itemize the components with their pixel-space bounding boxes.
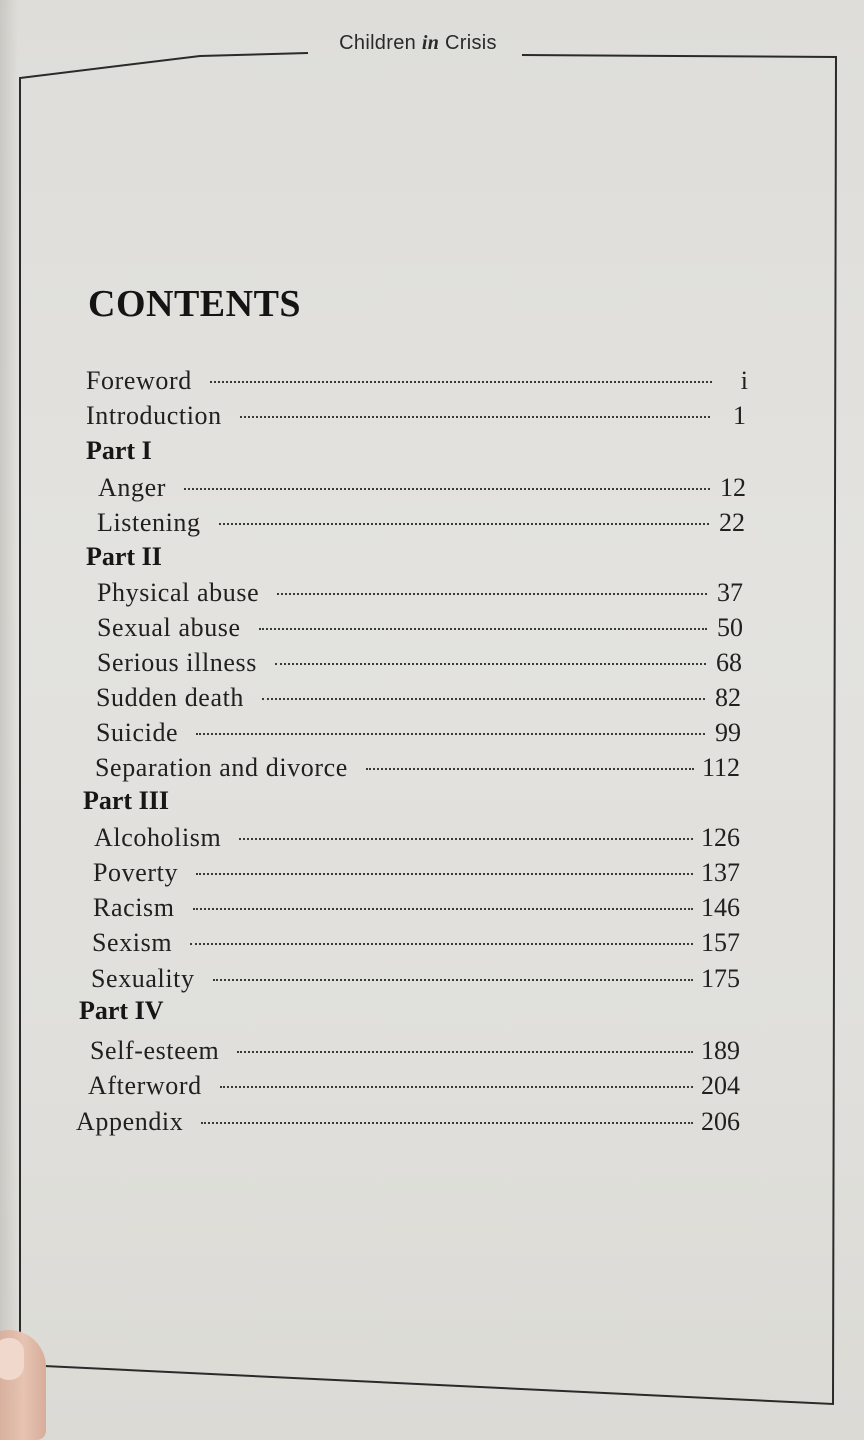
toc-entry-page: 50	[717, 613, 743, 642]
toc-entry-page: 22	[719, 508, 745, 537]
toc-entry-page: 1	[733, 401, 746, 430]
toc-entry-label: Separation and divorce	[95, 753, 348, 782]
toc-entry-label: Sexuality	[91, 964, 195, 993]
toc-entry-label: Racism	[93, 893, 175, 922]
dot-leader	[196, 872, 693, 875]
toc-entry-page: 126	[701, 823, 740, 852]
toc-entry-label: Listening	[97, 508, 201, 537]
toc-entry-label: Serious illness	[97, 648, 257, 677]
toc-entry-page: 137	[701, 858, 740, 887]
dot-leader	[366, 767, 694, 770]
toc-entry-page: 206	[701, 1107, 740, 1136]
dot-leader	[196, 732, 705, 735]
toc-entry-sexual-abuse	[97, 613, 743, 647]
toc-entry-page: 37	[717, 578, 743, 607]
toc-entry-page: i	[740, 366, 748, 395]
thumbnail	[0, 1338, 24, 1380]
dot-leader	[190, 942, 693, 945]
dot-leader	[239, 837, 693, 840]
toc-entry-label: Alcoholism	[94, 823, 222, 852]
dot-leader	[201, 1121, 693, 1124]
part-heading-4: Part IV	[79, 996, 164, 1025]
toc-entry-page: 204	[701, 1071, 740, 1100]
toc-entry-label: Afterword	[88, 1071, 202, 1100]
dot-leader	[219, 522, 709, 525]
toc-entry-sudden-death	[96, 683, 741, 717]
toc-entry-page: 68	[716, 648, 742, 677]
toc-entry-serious-illness	[97, 648, 742, 682]
toc-entry-sexuality	[91, 964, 740, 998]
contents-title: CONTENTS	[88, 283, 302, 325]
part-heading-1: Part I	[86, 436, 152, 465]
toc-entry-appendix	[76, 1107, 740, 1141]
toc-entry-label: Self-esteem	[90, 1036, 220, 1065]
toc-entry-label: Sudden death	[96, 683, 245, 712]
dot-leader	[275, 662, 706, 665]
toc-entry-label: Suicide	[96, 718, 179, 747]
toc-entry-page: 146	[701, 893, 740, 922]
toc-entry-label: Appendix	[76, 1107, 184, 1136]
dot-leader	[193, 907, 693, 910]
toc-entry-label: Poverty	[93, 858, 179, 887]
dot-leader	[237, 1050, 693, 1053]
dot-leader	[240, 415, 710, 418]
dot-leader	[184, 487, 710, 490]
toc-entry-racism	[93, 893, 740, 927]
toc-entry-afterword	[88, 1071, 740, 1105]
toc-entry-label: Sexism	[92, 928, 173, 957]
toc-entry-sexism	[92, 928, 740, 962]
part-heading-2: Part II	[86, 542, 162, 571]
toc-entry-page: 189	[701, 1036, 740, 1065]
toc-entry-label: Anger	[98, 473, 166, 502]
toc-entry-page: 157	[701, 928, 740, 957]
dot-leader	[262, 697, 705, 700]
toc-entry-page: 175	[701, 964, 740, 993]
dot-leader	[259, 627, 707, 630]
toc-entry-label: Physical abuse	[97, 578, 260, 607]
dot-leader	[210, 380, 712, 383]
running-head-italic: in	[421, 32, 440, 54]
toc-entry-page: 99	[715, 718, 741, 747]
toc-entry-page: 82	[715, 683, 741, 712]
toc-entry-physical-abuse	[97, 578, 743, 612]
dot-leader	[220, 1085, 693, 1088]
toc-entry-separation-and-divorce	[95, 753, 740, 787]
dot-leader	[213, 978, 693, 981]
toc-entry-anger	[98, 473, 746, 507]
running-head-prefix: Children	[339, 32, 417, 54]
toc-entry-listening	[97, 508, 745, 542]
toc-entry-label: Introduction	[86, 401, 222, 430]
dot-leader	[277, 592, 707, 595]
running-head-suffix: Crisis	[445, 32, 497, 54]
toc-entry-poverty	[93, 858, 740, 892]
toc-entry-suicide	[96, 718, 741, 752]
toc-entry-foreword	[86, 366, 748, 400]
toc-entry-label: Foreword	[86, 366, 192, 395]
toc-entry-self-esteem	[90, 1036, 740, 1070]
part-heading-3: Part III	[83, 786, 169, 815]
toc-entry-alcoholism	[94, 823, 740, 857]
toc-entry-page: 112	[701, 753, 740, 782]
toc-entry-introduction	[86, 401, 746, 435]
toc-entry-page: 12	[720, 473, 746, 502]
toc-entry-label: Sexual abuse	[97, 613, 241, 642]
